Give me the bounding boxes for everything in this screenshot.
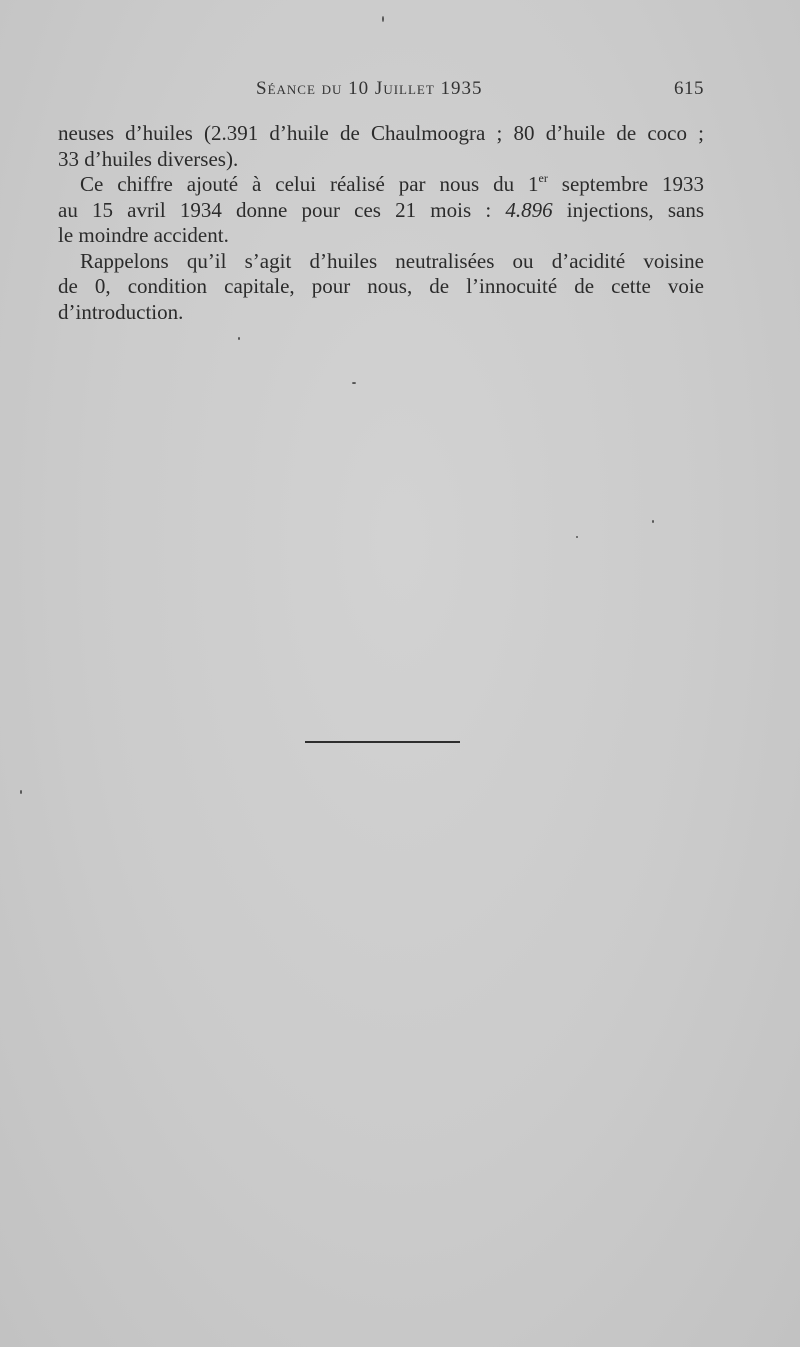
text-span: septembre 1933 — [547, 172, 705, 196]
paragraph-3 — [58, 249, 704, 326]
page-number: 615 — [674, 78, 704, 99]
paragraph-2 — [58, 172, 704, 249]
text-line: 33 d’huiles diverses). — [58, 146, 239, 171]
paragraph-1 — [58, 121, 704, 172]
superscript: er — [538, 171, 548, 185]
text-span: Ce chiffre ajouté à celui réalisé par nous du 1 — [80, 172, 539, 196]
paper-speck — [352, 382, 356, 384]
running-title: Séance du 10 Juillet 1935 — [256, 78, 483, 99]
text-line: neuses d’huiles (2.391 d’huile de Chaulmoogra ; 80 d’huile de coco ; — [58, 121, 704, 145]
text-line: de 0, condition capitale, pour nous, de l’innocuité de cette voie — [58, 274, 704, 298]
separator-rule — [305, 741, 460, 743]
running-head — [58, 74, 704, 104]
text-line — [58, 172, 704, 198]
text-span: injections, sans — [552, 197, 704, 222]
paper-speck — [238, 337, 240, 340]
italic-number: 4.896 — [505, 197, 553, 222]
paper-speck — [20, 790, 22, 794]
text-line: le moindre accident. — [58, 223, 229, 247]
body-text — [58, 121, 704, 325]
text-line — [58, 198, 704, 224]
text-line: d’introduction. — [58, 299, 184, 324]
paper-speck — [652, 520, 654, 523]
text-line: Rappelons qu’il s’agit d’huiles neutralisées ou d’acidité voisine — [80, 248, 704, 273]
paper-speck — [576, 536, 578, 538]
paper-speck — [382, 16, 384, 22]
text-span: au 15 avril 1934 donne pour ces 21 mois : — [58, 197, 506, 222]
